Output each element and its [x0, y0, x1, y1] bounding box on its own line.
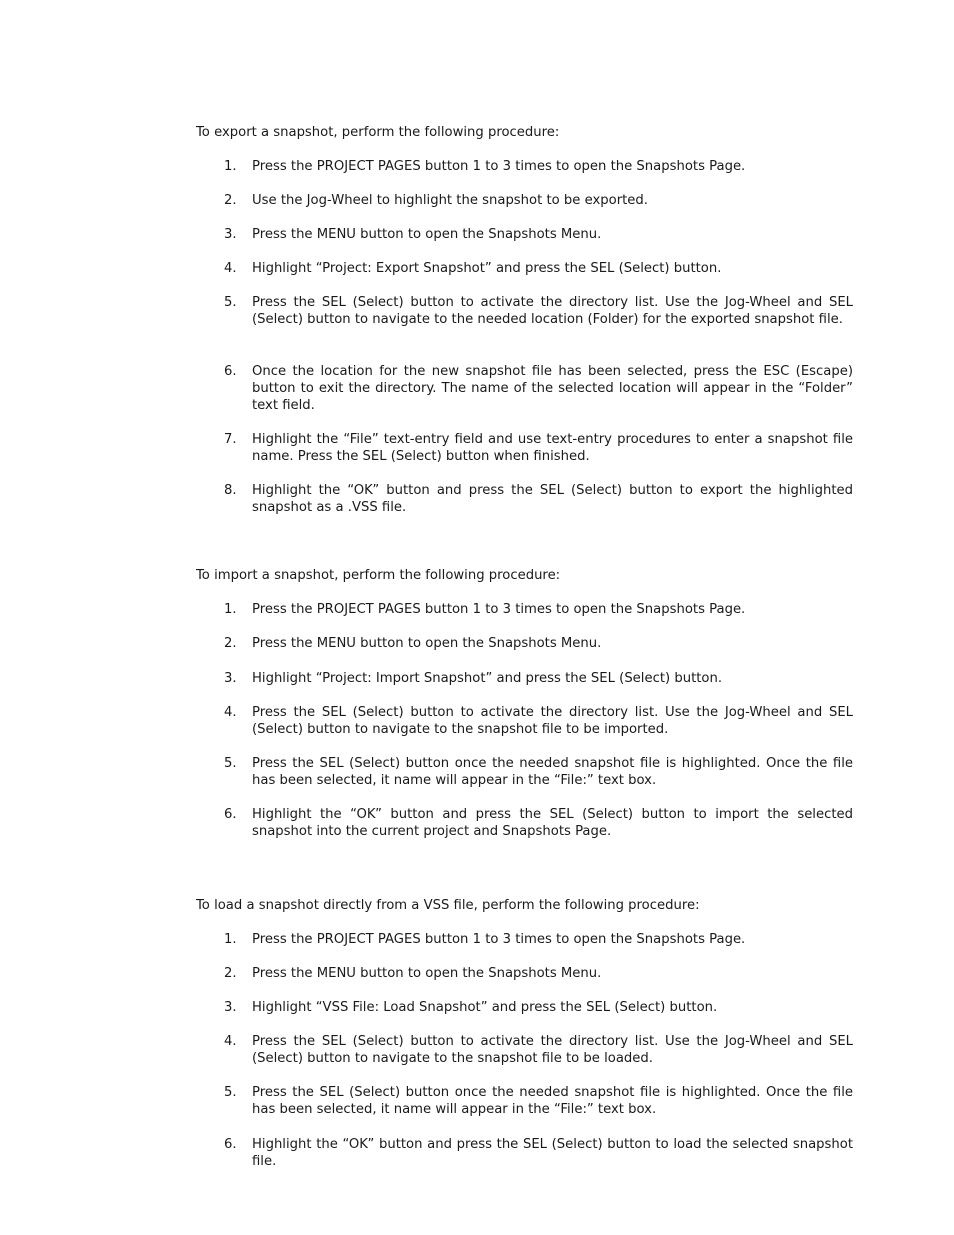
list-item: 3. Highlight “VSS File: Load Snapshot” and press the SEL (Select) button. — [224, 1000, 718, 1015]
list-item: 4. Press the SEL (Select) button to activate the directory list. Use the Jog-Wheel and SEL (Select) button to navigate to the snapshot file to be imported. — [224, 705, 853, 738]
list-item: 3. Press the MENU button to open the Snapshots Menu. — [224, 227, 602, 242]
list-item: 6. Highlight the “OK” button and press the SEL (Select) button to import the selected snapshot into the current project and Snapshots Page. — [224, 807, 853, 840]
list-item: 5. Press the SEL (Select) button once the needed snapshot file is highlighted. Once the file has been selected, it name will appear in the “File:” text box. — [224, 756, 853, 789]
list-item: 1. Press the PROJECT PAGES button 1 to 3 times to open the Snapshots Page. — [224, 932, 746, 947]
list-item: 2. Press the MENU button to open the Snapshots Menu. — [224, 966, 602, 981]
list-item: 2. Press the MENU button to open the Snapshots Menu. — [224, 636, 602, 651]
list-item: 1. Press the PROJECT PAGES button 1 to 3 times to open the Snapshots Page. — [224, 159, 746, 174]
list-item: 4. Highlight “Project: Export Snapshot” and press the SEL (Select) button. — [224, 261, 722, 276]
list-item: 6. Highlight the “OK” button and press the SEL (Select) button to load the selected snapshot file. — [224, 1137, 853, 1170]
import-intro: To import a snapshot, perform the following procedure: — [196, 568, 561, 583]
list-item: 3. Highlight “Project: Import Snapshot” and press the SEL (Select) button. — [224, 671, 723, 686]
list-item: 1. Press the PROJECT PAGES button 1 to 3 times to open the Snapshots Page. — [224, 602, 746, 617]
list-item: 2. Use the Jog-Wheel to highlight the snapshot to be exported. — [224, 193, 648, 208]
list-item: 5. Press the SEL (Select) button to activate the directory list. Use the Jog-Wheel and SEL (Select) button to navigate to the needed location (Folder) for the exported snapshot file. — [224, 295, 853, 328]
load-intro: To load a snapshot directly from a VSS file, perform the following procedure: — [196, 898, 700, 913]
list-item: 5. Press the SEL (Select) button once the needed snapshot file is highlighted. Once the file has been selected, it name will appear in the “File:” text box. — [224, 1085, 853, 1118]
export-intro: To export a snapshot, perform the following procedure: — [196, 125, 560, 140]
list-item: 8. Highlight the “OK” button and press the SEL (Select) button to export the highlighted snapshot as a .VSS file. — [224, 483, 853, 516]
list-item: 4. Press the SEL (Select) button to activate the directory list. Use the Jog-Wheel and SEL (Select) button to navigate to the snapshot file to be loaded. — [224, 1034, 853, 1067]
list-item: 6. Once the location for the new snapshot file has been selected, press the ESC (Escape) button to exit the directory. The name of the selected location will appear in the “Folder” text field. — [224, 364, 853, 414]
list-item: 7. Highlight the “File” text-entry field and use text-entry procedures to enter a snapshot file name. Press the SEL (Select) button when finished. — [224, 432, 853, 465]
